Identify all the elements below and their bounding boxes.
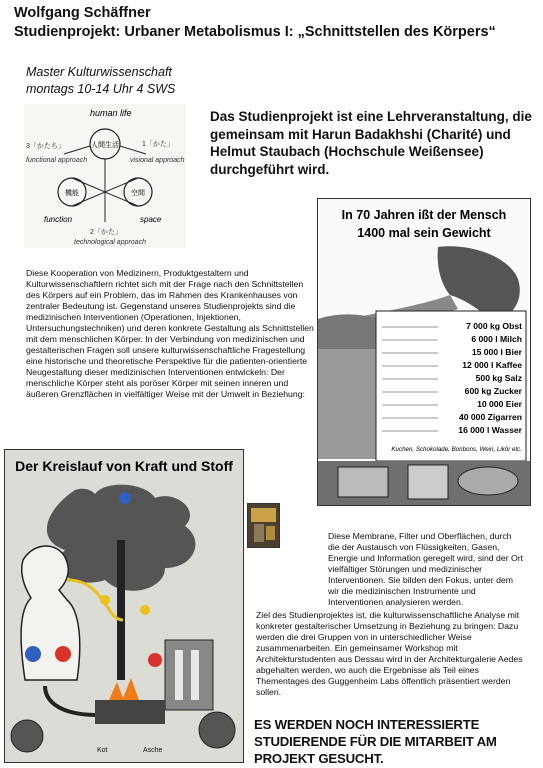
diagram-function-label: function [44,215,73,224]
course-schedule: montags 10-14 Uhr 4 SWS [26,82,176,96]
diagram-bottom-label: technological approach [74,239,146,246]
author-name: Wolfgang Schäffner [14,5,151,21]
diagram-mid-right: 空間 [131,190,145,197]
poster1-list-item: 600 kg Zucker [464,386,522,396]
diagram-top-label: human life [90,108,132,118]
poster1-list-item: 16 000 l Wasser [458,425,522,435]
poster1-list-item: 500 kg Salz [475,373,522,383]
diagram-mid-left: 機能 [65,190,79,197]
diagram-right-num: 1「かた」 [142,141,174,148]
poster2-label-kot: Kot [97,747,108,754]
body-paragraph-1: Diese Kooperation von Medizinern, Produktgestaltern und Kulturwissenschaftlern richtet sich mit der Frage nach den Schnittstellen des Körpers auf ein Problem, das im Rahmen des Krankenhauses von zentraler Bedeutung ist. Gegenstand unseres Studienprojekts sind die medizinischen Interventionen (Operationen, Injektionen, Untersuchungstechniken) und deren konkrete Gestaltung als Schnittstellen mit dem menschlichen Körper. In der Verbindung von medizinischen und gestalterischen Fragen soll unsere kulturwissenschaftliche Fragestellung eine historische und theoretische Perspektive für die patienten-orientierte Neugestaltung dieser medizinischen Interventionen entwickeln: Der menschliche Körper steht als poröser Körper mit seinen inneren und äußeren Grenzflächen in vielfältiger Weise mit der Umwelt in Beziehung: [26,268,314,399]
body-paragraph-3: Ziel des Studienprojektes ist, die kulturwissenschaftliche Analyse mit konkreter gestalterischer Umsetzung in Beziehung zu bringen: Dazu werden die drei Gruppen von in unterschiedlicher Weise zusammenarbeiten. Ein gemeinsamer Workshop mit Architekturstudenten aus Dessau wird in der Architekturgalerie Aedes abgehalten werden, wo auch die Ergebnisse als Teil eines Thementages des Guggenheim Labs öffentlich präsentiert werden sollen. [256,610,523,697]
poster2-headline: Der Kreislauf von Kraft und Stoff [15,458,233,474]
poster1-list-item: 12 000 l Kaffee [462,360,522,370]
poster-kreislauf [4,449,244,763]
poster1-list-tail: Kuchen, Schokolade, Bonbons, Wein, Likör etc. [391,446,522,453]
poster2-label-asche: Asche [143,747,163,754]
approach-diagram [24,104,186,248]
diagram-right-label: visional approach [130,157,185,164]
poster1-list-item: 15 000 l Bier [471,347,522,357]
diagram-space-label: space [140,215,162,224]
diagram-top-kanji: 人間生活 [91,142,119,149]
poster1-list-item: 40 000 Zigarren [458,412,522,422]
header [14,4,496,42]
small-thumbnail-image [247,503,280,548]
diagram-bottom-num: 2「かた」 [90,229,122,236]
poster1-list-item: 10 000 Eier [477,399,522,409]
poster1-headline-1: In 70 Jahren ißt der Mensch [341,208,507,222]
diagram-left-num: 3「かたち」 [26,143,65,150]
poster1-headline-2: 1400 mal sein Gewicht [357,226,491,240]
intro-paragraph: Das Studienprojekt ist eine Lehrveranstaltung, die gemeinsam mit Harun Badakhshi (Charité) und Helmut Staubach (Hochschule Weißensee) durchgeführt wird. [210,109,532,177]
course-program: Master Kulturwissenschaft [26,65,172,79]
course-info [26,64,175,98]
poster1-list-item: 7 000 kg Obst [466,321,522,331]
poster-food-consumption [317,198,531,506]
call-to-action: ES WERDEN NOCH INTERESSIERTE STUDIERENDE FÜR DIE MITARBEIT AM PROJEKT GESUCHT. [254,717,497,766]
poster1-list-item: 6 000 l Milch [471,334,522,344]
diagram-left-label: functional approach [26,157,88,164]
body-paragraph-2: Diese Membrane, Filter und Oberflächen, durch die der Austausch von Flüssigkeiten, Gasen, Energie und Information geregelt wird, sind der Ort vielfältiger Störungen und medizinischer Interventionen. Sie bilden den Fokus, unter dem wir die medizinischen Instrumente und Interventionen analysieren werden. [328,531,524,607]
project-title: Studienprojekt: Urbaner Metabolismus I: „Schnittstellen des Körpers“ [14,24,496,40]
